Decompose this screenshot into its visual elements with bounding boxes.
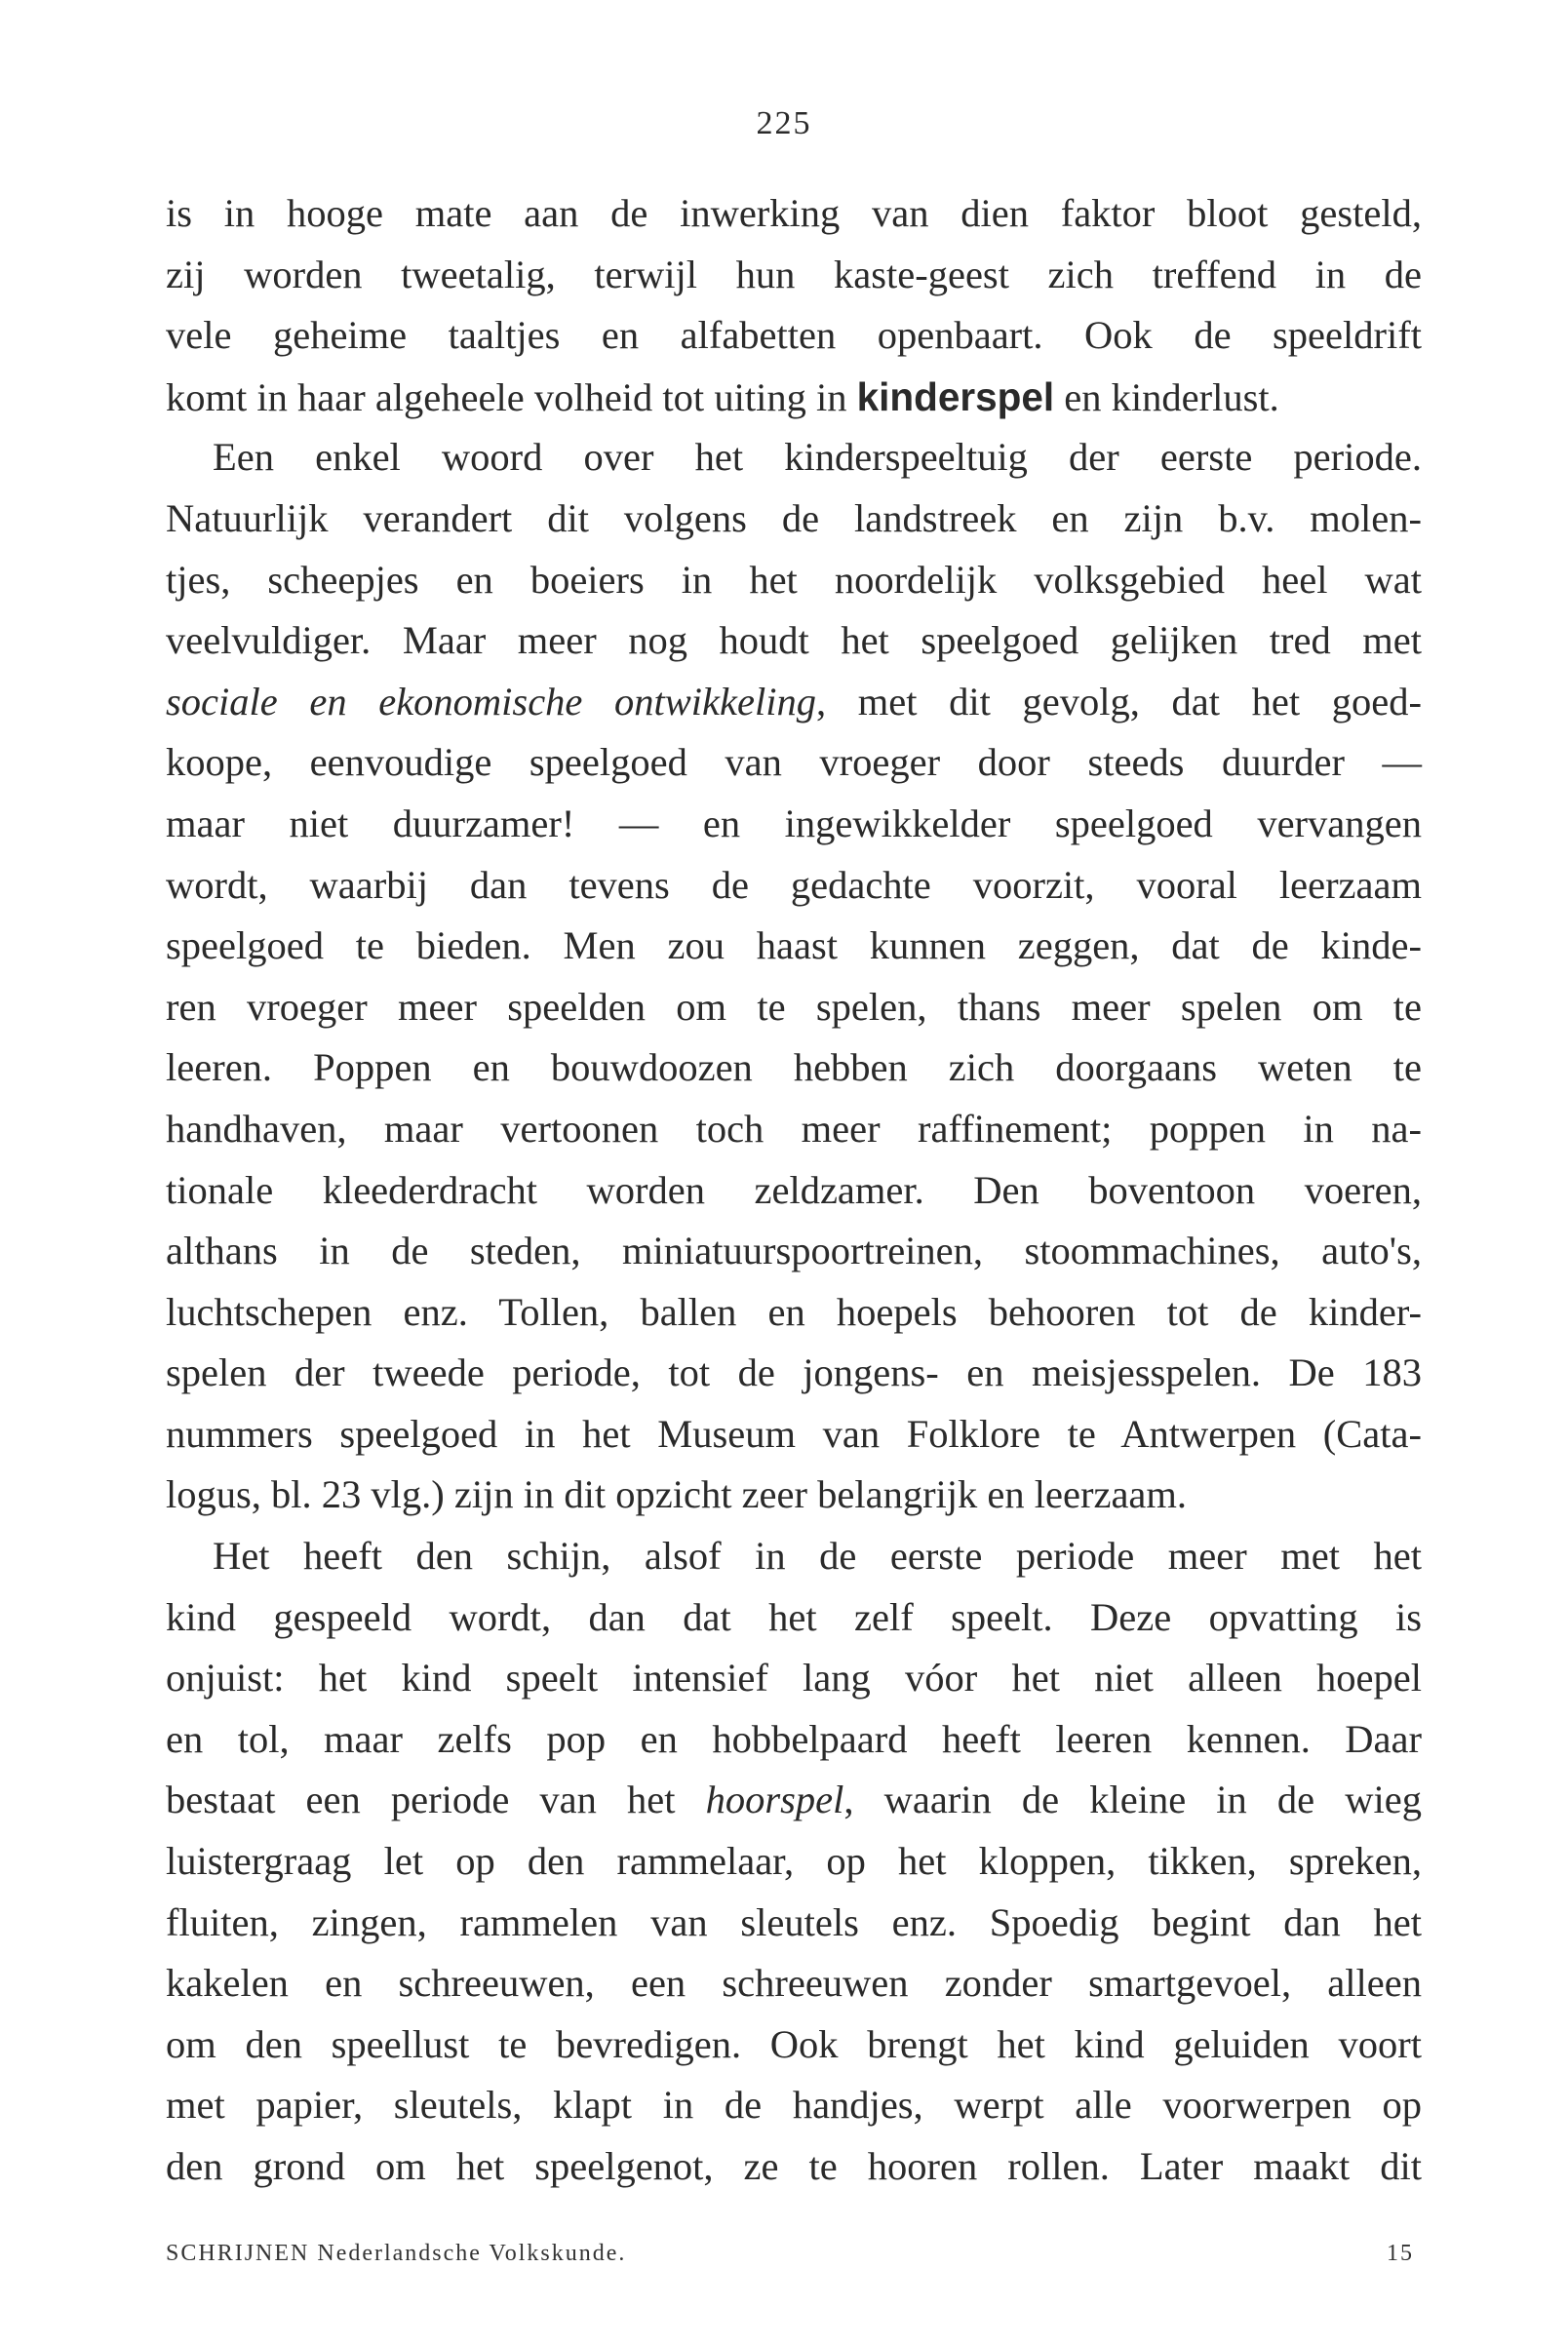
text-line: Het heeft den schijn, alsof in de eerste periode meer met het (213, 1534, 1422, 1579)
footer-book-title: Nederlandsche Volkskunde. (317, 2241, 627, 2266)
text-line: tjes, scheepjes en boeiers in het noordelijk volksgebied heel wat (166, 557, 1422, 602)
text-line: veelvuldiger. Maar meer nog houdt het speelgoed gelijken tred met (166, 618, 1422, 663)
text-line: handhaven, maar vertoonen toch meer raffinement; poppen in na- (166, 1106, 1422, 1151)
text-line: ren vroeger meer speelden om te spelen, thans meer spelen om te (166, 984, 1422, 1029)
text-line: luistergraag let op den rammelaar, op het kloppen, tikken, spreken, (166, 1839, 1422, 1884)
text-line: Een enkel woord over het kinderspeeltuig der eerste periode. (213, 435, 1422, 480)
text-line: en tol, maar zelfs pop en hobbelpaard heeft leeren kennen. Daar (166, 1716, 1422, 1761)
text-span: en kinderlust. (1054, 374, 1279, 419)
text-line: tionale kleederdracht worden zeldzamer. Den boventoon voeren, (166, 1167, 1422, 1212)
text-line: onjuist: het kind speelt intensief lang vóor het niet alleen hoepel (166, 1656, 1422, 1701)
page-number: 225 (756, 105, 812, 141)
text-line: met papier, sleutels, klapt in de handjes, werpt alle voorwerpen op (166, 2083, 1422, 2128)
text-line: maar niet duurzamer! — en ingewikkelder speelgoed vervangen (166, 801, 1422, 845)
text-line: speelgoed te bieden. Men zou haast kunnen zeggen, dat de kinde- (166, 923, 1422, 968)
italic-phrase: sociale en ekonomische ontwikkeling (166, 679, 816, 723)
text-line: vele geheime taaltjes en alfabetten openbaart. Ook de speeldrift (166, 313, 1422, 358)
text-line: den grond om het speelgenot, ze te hooren rollen. Later maakt dit (166, 2144, 1422, 2188)
text-line: Natuurlijk verandert dit volgens de landstreek en zijn b.v. molen- (166, 495, 1422, 540)
text-span: , met dit gevolg, dat het goed- (816, 679, 1422, 723)
italic-hoorspel: hoorspel (705, 1778, 844, 1822)
text-line: fluiten, zingen, rammelen van sleutels enz. Spoedig begint dan het (166, 1899, 1422, 1944)
footer-signature: 15 (1387, 2241, 1414, 2266)
text-span: komt in haar algeheele volheid tot uiting in (166, 374, 857, 419)
page-footer (166, 2241, 1422, 2267)
text-line: wordt, waarbij dan tevens de gedachte voorzit, vooral leerzaam (166, 862, 1422, 907)
text-line (166, 1770, 1422, 1831)
footer-author: SCHRIJNEN (166, 2241, 310, 2266)
text-line: koope, eenvoudige speelgoed van vroeger door steeds duurder — (166, 740, 1422, 785)
text-span: , waarin de kleine in de wieg (843, 1778, 1422, 1822)
text-line: spelen der tweede periode, tot de jongens- en meisjesspelen. De 183 (166, 1350, 1422, 1395)
keyword-kinderspel: kinderspel (856, 373, 1055, 419)
text-line (166, 367, 1422, 428)
text-line: zij worden tweetalig, terwijl hun kaste-geest zich treffend in de (166, 252, 1422, 296)
text-line: is in hooge mate aan de inwerking van dien faktor bloot gesteld, (166, 191, 1422, 235)
text-line: luchtschepen enz. Tollen, ballen en hoepels behooren tot de kinder- (166, 1289, 1422, 1334)
text-line: logus, bl. 23 vlg.) zijn in dit opzicht zeer belangrijk en leerzaam. (166, 1472, 1188, 1517)
text-line: leeren. Poppen en bouwdoozen hebben zich doorgaans weten te (166, 1045, 1422, 1090)
text-line: kind gespeeld wordt, dan dat het zelf speelt. Deze opvatting is (166, 1594, 1422, 1639)
text-line: om den speellust te bevredigen. Ook brengt het kind geluiden voort (166, 2021, 1422, 2066)
text-line: althans in de steden, miniatuurspoortreinen, stoommachines, auto's, (166, 1229, 1422, 1273)
text-line: nummers speelgoed in het Museum van Folklore te Antwerpen (Cata- (166, 1411, 1422, 1456)
text-line: kakelen en schreeuwen, een schreeuwen zonder smartgevoel, alleen (166, 1961, 1422, 2006)
text-line (166, 672, 1422, 733)
body-text (166, 183, 1422, 2198)
text-span: bestaat een periode van het (166, 1778, 706, 1822)
